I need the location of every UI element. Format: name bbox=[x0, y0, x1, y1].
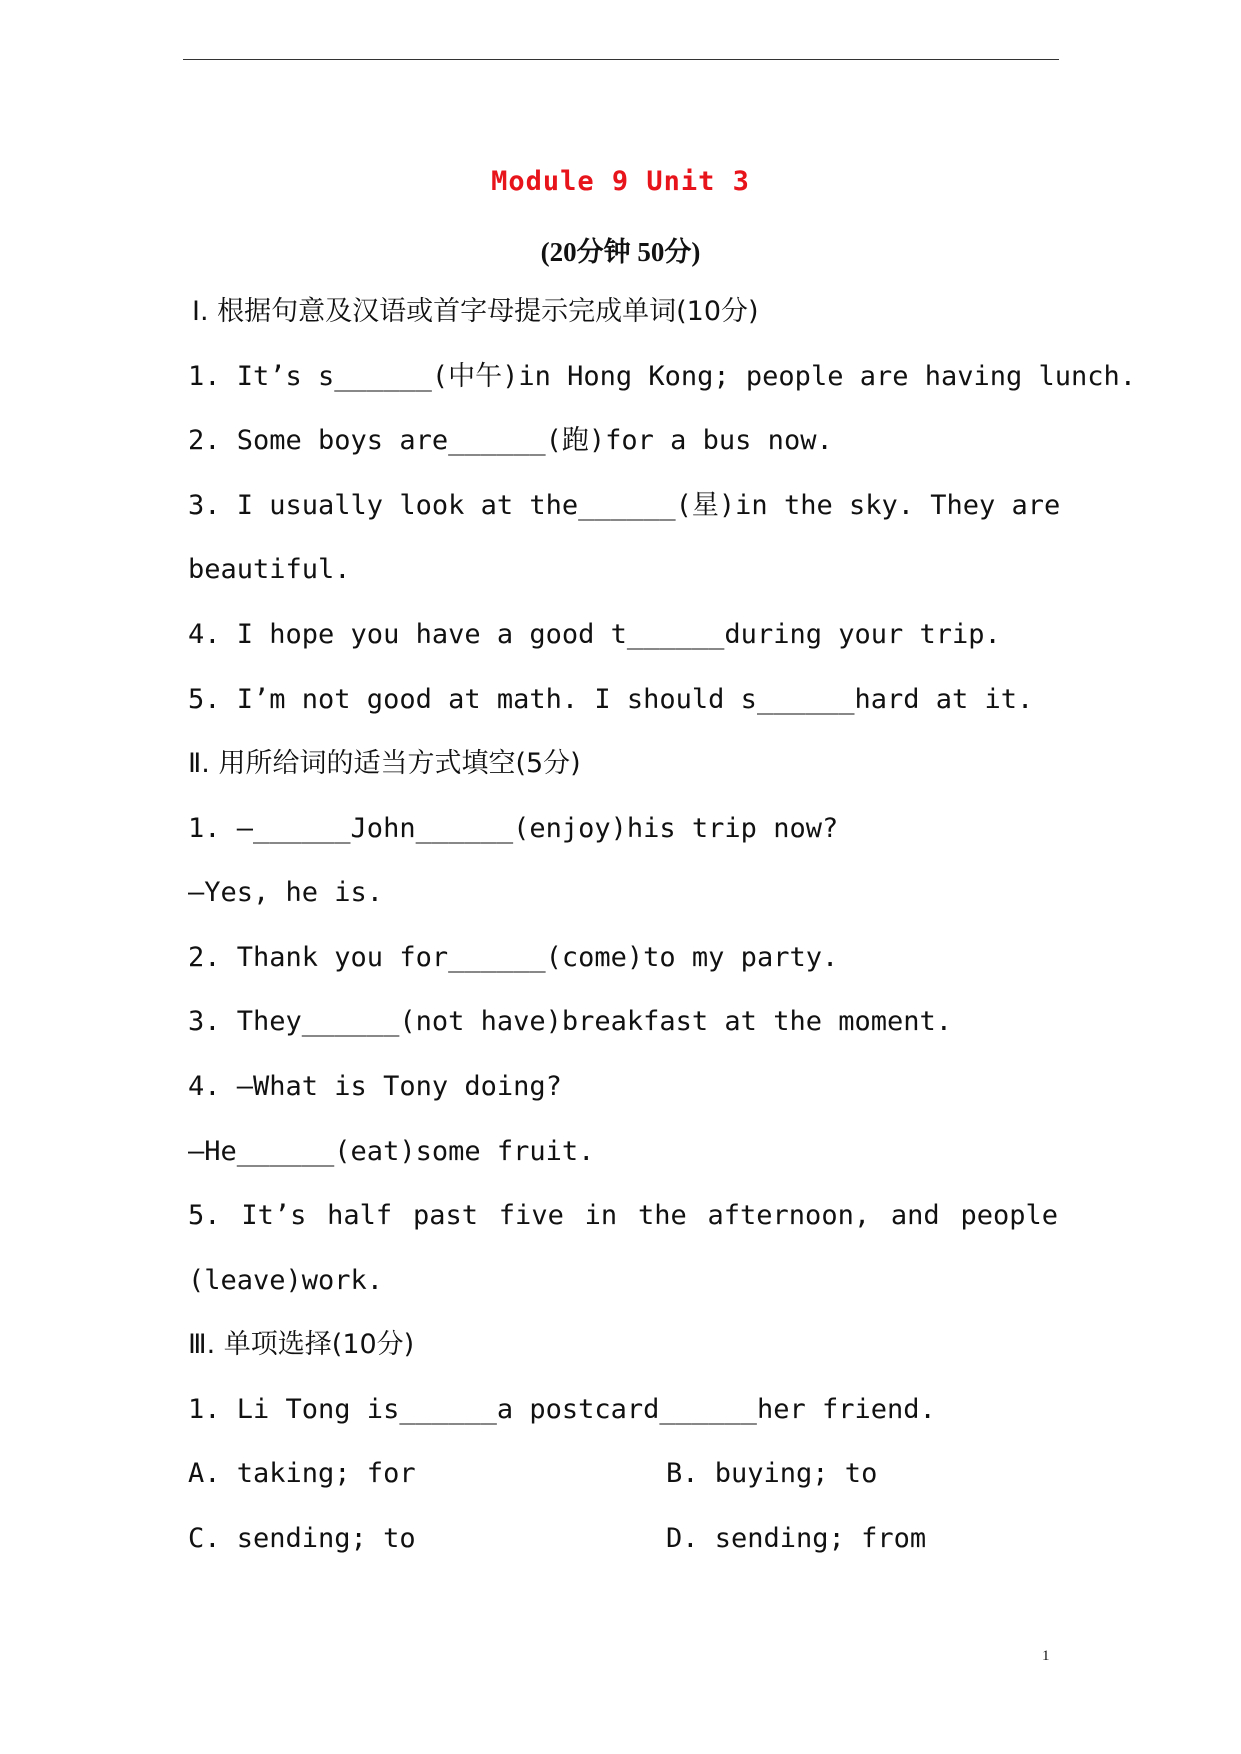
s1-question-3: 3. I usually look at the______(星)in the sky. They are bbox=[188, 490, 1061, 521]
section-2-heading: Ⅱ. 用所给词的适当方式填空(5分) bbox=[188, 748, 581, 779]
option-c: C. sending; to bbox=[188, 1523, 416, 1554]
s1-question-4: 4. I hope you have a good t______during your trip. bbox=[188, 619, 1001, 650]
s2-question-1: 1. —______John______(enjoy)his trip now? bbox=[188, 813, 839, 844]
s2-question-1-answer: —Yes, he is. bbox=[188, 877, 384, 908]
s2-question-5-cont: (leave)work. bbox=[188, 1265, 384, 1296]
s2-question-3: 3. They______(not have)breakfast at the moment. bbox=[188, 1006, 953, 1037]
page-title: Module 9 Unit 3 bbox=[491, 166, 750, 197]
option-b: B. buying; to bbox=[666, 1458, 878, 1489]
s1-question-2: 2. Some boys are______(跑)for a bus now. bbox=[188, 425, 833, 456]
s2-question-2: 2. Thank you for______(come)to my party. bbox=[188, 942, 839, 973]
time-score-subtitle: (20分钟 50分) bbox=[540, 237, 701, 267]
page-number: 1 bbox=[1042, 1648, 1050, 1664]
s3-question-1: 1. Li Tong is______a postcard______her friend. bbox=[188, 1394, 936, 1425]
s2-question-5: 5. It’s half past five in the afternoon, and people bbox=[188, 1200, 1058, 1231]
s1-question-5: 5. I’m not good at math. I should s______hard at it. bbox=[188, 684, 1034, 715]
s1-question-3-cont: beautiful. bbox=[188, 554, 351, 585]
header-rule bbox=[183, 59, 1059, 60]
s2-question-4: 4. —What is Tony doing? bbox=[188, 1071, 562, 1102]
section-3-heading: Ⅲ. 单项选择(10分) bbox=[188, 1329, 415, 1360]
s1-question-1: 1. It’s s______(中午)in Hong Kong; people are having lunch. bbox=[188, 361, 1137, 392]
section-1-heading: Ⅰ. 根据句意及汉语或首字母提示完成单词(10分) bbox=[192, 296, 759, 327]
s2-question-4-answer: —He______(eat)some fruit. bbox=[188, 1136, 595, 1167]
option-d: D. sending; from bbox=[666, 1523, 927, 1554]
option-a: A. taking; for bbox=[188, 1458, 416, 1489]
